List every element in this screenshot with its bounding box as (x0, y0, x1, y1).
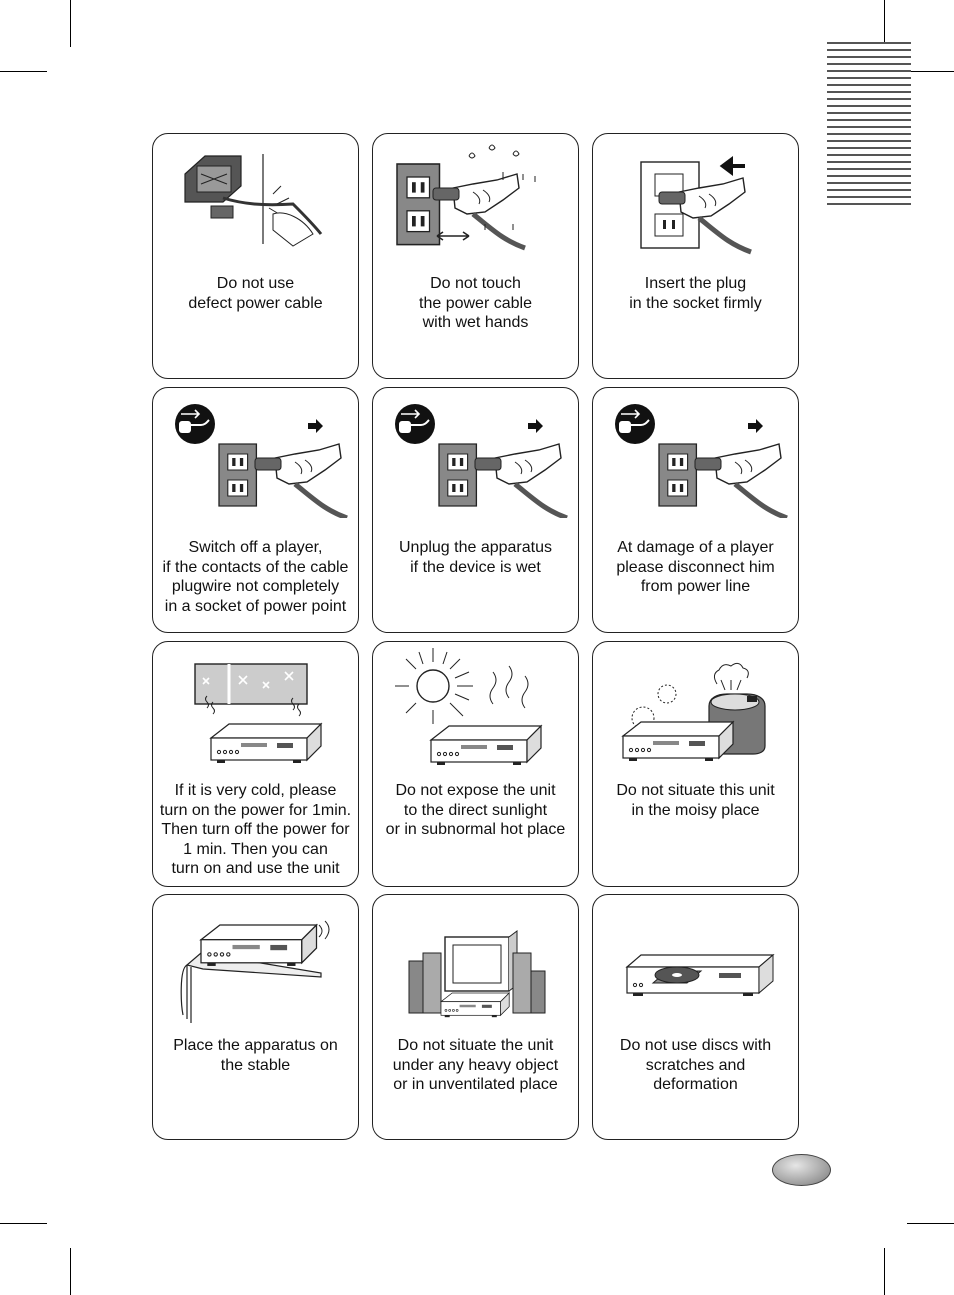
cold-window-player-illustration (153, 642, 360, 772)
sun-player-illustration (373, 642, 580, 772)
crop-mark (0, 1223, 47, 1224)
card-caption: Do not use discs with scratches and deformation (619, 1037, 772, 1093)
crop-mark (0, 71, 47, 72)
humidifier-player-illustration (593, 642, 800, 772)
safety-card-damage-disconnect (592, 387, 799, 633)
defect-cable-illustration (153, 134, 360, 264)
safety-card-cold (152, 641, 359, 887)
card-caption: If it is very cold, please turn on the power for 1min. Then turn off the power for 1 min. Then you can turn on and use the unit (159, 782, 352, 877)
player-under-tv-illustration (373, 895, 580, 1030)
safety-card-switch-off (152, 387, 359, 633)
safety-card-insert-plug (592, 133, 799, 379)
unplug-illustration (153, 388, 360, 518)
player-on-table-illustration (153, 895, 360, 1030)
disc-tray-illustration (593, 895, 800, 1030)
card-caption: At damage of a player please disconnect him from power line (616, 539, 775, 595)
crop-mark (70, 1248, 71, 1295)
page-number-badge (772, 1154, 831, 1186)
crop-mark (907, 1223, 954, 1224)
crop-mark (884, 1248, 885, 1295)
safety-card-discs (592, 894, 799, 1140)
crop-mark (907, 71, 954, 72)
card-caption: Place the apparatus on the stable (173, 1037, 338, 1074)
card-caption: Do not situate the unit under any heavy object or in unventilated place (392, 1037, 559, 1093)
card-caption: Switch off a player, if the contacts of the cable plugwire not completely in a socket of power point (162, 539, 349, 615)
safety-card-heavy-object (372, 894, 579, 1140)
safety-card-unplug-wet (372, 387, 579, 633)
wet-hands-plug-illustration (373, 134, 580, 264)
crop-mark (70, 0, 71, 47)
unplug-illustration (373, 388, 580, 518)
crop-mark (884, 0, 885, 47)
card-caption: Do not expose the unit to the direct sunlight or in subnormal hot place (385, 782, 566, 838)
safety-card-wet-hands (372, 133, 579, 379)
safety-card-moisture (592, 641, 799, 887)
safety-card-stable (152, 894, 359, 1140)
unplug-illustration (593, 388, 800, 518)
card-caption: Do not situate this unit in the moisy place (616, 782, 775, 819)
safety-card-defect-cable (152, 133, 359, 379)
card-caption: Insert the plug in the socket firmly (629, 275, 762, 312)
insert-plug-illustration (593, 134, 800, 264)
card-caption: Unplug the apparatus if the device is wet (399, 539, 552, 576)
card-caption: Do not touch the power cable with wet hands (419, 275, 532, 331)
card-caption: Do not use defect power cable (188, 275, 323, 312)
section-tab-stripes (827, 42, 911, 210)
safety-card-sunlight (372, 641, 579, 887)
